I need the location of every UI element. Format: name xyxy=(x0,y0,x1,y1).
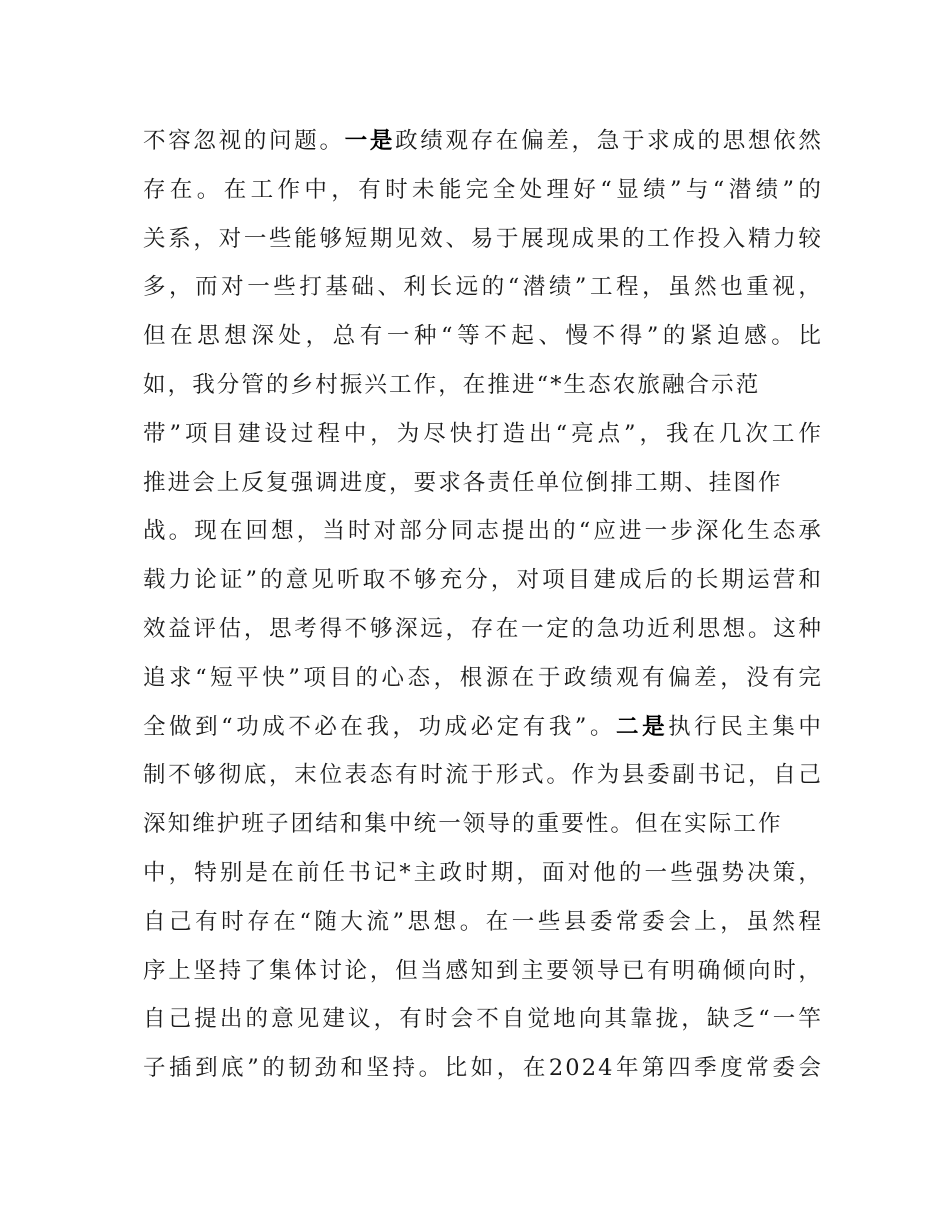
text-segment: 载力论证”的意见听取不够充分，对项目建成后的长期运营和 xyxy=(143,567,823,594)
text-segment: 序上坚持了集体讨论，但当感知到主要领导已有明确倾向时， xyxy=(143,957,823,984)
text-line xyxy=(143,755,823,795)
text-segment: 全做到“功成不必在我，功成必定有我”。 xyxy=(143,713,617,740)
text-segment: 自己提出的意见建议，有时会不自觉地向其靠拢，缺乏“一竿 xyxy=(143,1006,823,1033)
text-segment: 不容忽视的问题。 xyxy=(143,128,345,154)
text-line xyxy=(143,707,823,747)
text-segment: 战。现在回想，当时对部分同志提出的“应进一步深化生态承 xyxy=(143,518,823,545)
text-line xyxy=(143,999,823,1039)
text-segment: 制不够彻底，末位表态有时流于形式。作为县委副书记，自己 xyxy=(143,762,823,789)
text-segment: 深知维护班子团结和集中统一领导的重要性。但在实际工作 xyxy=(143,811,783,838)
text-segment: 如，我分管的乡村振兴工作，在推进“*生态农旅融合示范 xyxy=(143,372,761,398)
bold-keyword: 二是 xyxy=(616,713,669,740)
text-line xyxy=(143,121,823,161)
text-segment: 带”项目建设过程中，为尽快打造出“亮点”，我在几次工作 xyxy=(143,420,823,447)
text-line xyxy=(143,804,823,844)
text-line xyxy=(143,609,823,649)
text-segment: 存在。在工作中，有时未能完全处理好“显绩”与“潜绩”的 xyxy=(143,176,823,203)
text-segment: 子插到底”的韧劲和坚持。比如，在2024年第四季度常委会 xyxy=(143,1055,823,1082)
text-line xyxy=(143,853,823,893)
text-line xyxy=(143,1048,823,1088)
text-segment: 多，而对一些打基础、利长远的“潜绩”工程，虽然也重视， xyxy=(143,274,823,301)
text-line xyxy=(143,560,823,600)
text-line xyxy=(143,219,823,259)
text-line xyxy=(143,511,823,551)
text-segment: 但在思想深处，总有一种“等不起、慢不得”的紧迫感。比 xyxy=(143,323,823,350)
text-line xyxy=(143,902,823,942)
bold-keyword: 一是 xyxy=(344,128,396,154)
text-segment: 追求“短平快”项目的心态，根源在于政绩观有偏差，没有完 xyxy=(143,664,823,691)
text-segment: 关系，对一些能够短期见效、易于展现成果的工作投入精力较 xyxy=(143,225,823,252)
text-line xyxy=(143,658,823,698)
text-segment: 执行民主集中 xyxy=(668,713,823,740)
text-segment: 政绩观存在偏差，急于求成的思想依然 xyxy=(395,128,823,154)
text-line xyxy=(143,951,823,991)
text-line xyxy=(143,365,823,405)
text-line xyxy=(143,463,823,503)
text-segment: 中，特别是在前任书记*主政时期，面对他的一些强势决策， xyxy=(143,860,823,886)
text-line xyxy=(143,267,823,307)
text-segment: 自己有时存在“随大流”思想。在一些县委常委会上，虽然程 xyxy=(143,908,823,935)
text-segment: 推进会上反复强调进度，要求各责任单位倒排工期、挂图作 xyxy=(143,469,783,496)
text-line xyxy=(143,170,823,210)
text-segment: 效益评估，思考得不够深远，存在一定的急功近利思想。这种 xyxy=(143,616,823,642)
text-line xyxy=(143,414,823,454)
text-line xyxy=(143,316,823,356)
